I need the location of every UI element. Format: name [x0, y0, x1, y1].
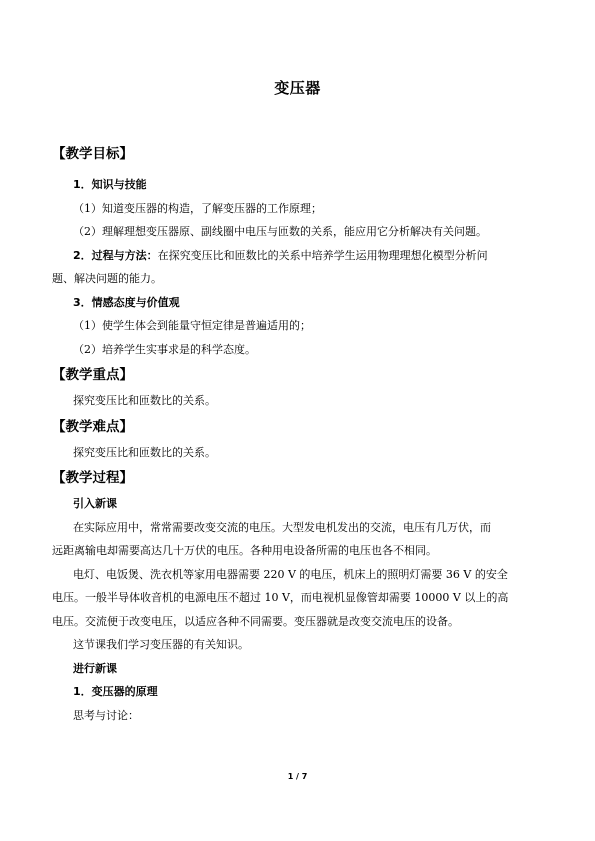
goal-item-2	[52, 244, 544, 268]
intro-para-1-line-1: 在实际应用中，常常需要改变交流的电压。大型发电机发出的交流，电压有几万伏，而	[73, 520, 491, 534]
section-heading-difficulties: 【教学难点】	[52, 418, 133, 435]
intro-label: 引入新课	[73, 497, 117, 510]
section-heading-process: 【教学过程】	[52, 470, 133, 486]
goal-item-3-label: 3．情感态度与价值观	[73, 295, 180, 309]
goal-item-3-sub-2: （2）培养学生实事求是的科学态度。	[73, 342, 256, 356]
intro-para-2-line-2: 电压。一般半导体收音机的电源电压不超过 10 V，而电视机显像管却需要 10000 V 以上的高	[52, 591, 509, 604]
page-number: 1 / 7	[287, 772, 308, 781]
goal-item-2-text-line-2: 题、解决问题的能力。	[52, 272, 162, 285]
goal-item-1-sub-1: （1）知道变压器的构造，了解变压器的工作原理；	[73, 201, 322, 215]
discussion-prompt: 思考与讨论：	[73, 708, 139, 722]
goal-item-1-label: 1．知识与技能	[73, 178, 147, 191]
difficulties-text: 探究变压比和匝数比的关系。	[73, 445, 216, 459]
page-title: 变压器	[274, 79, 321, 97]
intro-para-2-line-3: 电压。交流便于改变电压，以适应各种不同需要。变压器就是改变交流电压的设备。	[52, 614, 459, 628]
goal-item-2-label: 2．过程与方法：	[73, 248, 158, 262]
goal-item-1-sub-2: （2）理解理想变压器原、副线圈中电压与匝数的关系，能应用它分析解决有关问题。	[73, 225, 487, 238]
document-body	[52, 144, 544, 727]
intro-para-1-line-2: 远距离输电却需要高达几十万伏的电压。各种用电设备所需的电压也各不相同。	[52, 544, 437, 557]
intro-para-3: 这节课我们学习变压器的有关知识。	[73, 638, 249, 651]
new-lesson-label: 进行新课	[73, 661, 117, 675]
goal-item-3-sub-1: （1）使学生体会到能量守恒定律是普遍适用的；	[73, 319, 311, 332]
section-heading-key-points: 【教学重点】	[52, 367, 133, 383]
key-points-text: 探究变压比和匝数比的关系。	[73, 394, 216, 407]
goal-item-2-text-line-1: 在探究变压比和匝数比的关系中培养学生运用物理理想化模型分析问	[157, 248, 488, 262]
section-heading-goals: 【教学目标】	[52, 146, 133, 162]
intro-para-2-line-1: 电灯、电饭煲、洗衣机等家用电器需要 220 V 的电压，机床上的照明灯需要 36 V 的安全	[73, 567, 508, 581]
principle-subheading: 1．变压器的原理	[73, 685, 158, 698]
